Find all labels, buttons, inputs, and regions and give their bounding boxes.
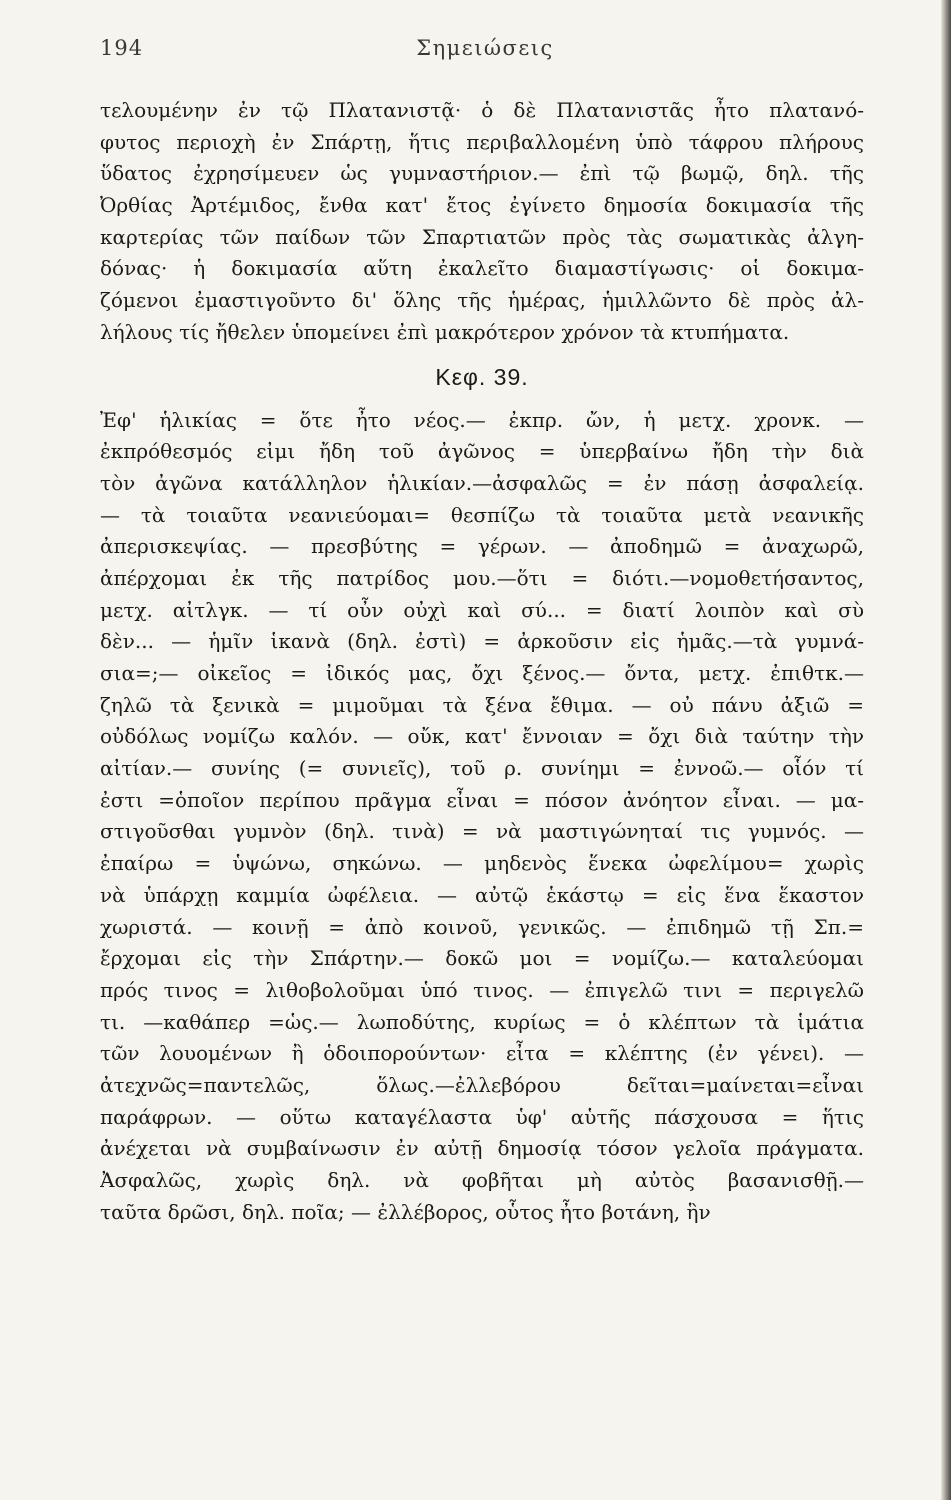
section-ch39-notes bbox=[100, 405, 864, 1229]
text-line: στιγοῦσθαι γυμνὸν (δηλ. τινὰ) = νὰ μαστιγώνηταί τις γυμνός. — bbox=[100, 819, 864, 844]
text-line: ὕδατος ἐχρησίμευεν ὡς γυμναστήριον.— ἐπὶ τῷ βωμῷ, δηλ. τῆς bbox=[100, 161, 864, 186]
text-line: αἰτίαν.— συνίης (= συνιεῖς), τοῦ ρ. συνίημι = ἐννοῶ.— οἷόν τί bbox=[100, 756, 864, 781]
chapter-heading: Κεφ. 39. bbox=[435, 363, 529, 390]
text-line: πρός τινος = λιθοβολοῦμαι ὑπό τινος. — ἐπιγελῶ τινι = περιγελῶ bbox=[100, 977, 864, 1002]
text-line: μετχ. αἰτλγκ. — τί οὖν οὐχὶ καὶ σύ... = διατί λοιπὸν καὶ σὺ bbox=[100, 597, 864, 622]
text-line: Ἐφ' ἡλικίας = ὅτε ἦτο νέος.— ἐκπρ. ὤν, ἡ μετχ. χρονκ. — bbox=[100, 407, 864, 432]
text-line: Ἀσφαλῶς, χωρὶς δηλ. νὰ φοβῆται μὴ αὐτὸς βασανισθῇ.— bbox=[100, 1168, 864, 1192]
text-line: παράφρων. — οὕτω καταγέλαστα ὑφ' αὑτῆς πάσχουσα = ἥτις bbox=[100, 1104, 864, 1129]
page-number: 194 bbox=[100, 36, 144, 60]
text-line: τῶν λουομένων ἢ ὁδοιπορούντων· εἶτα = κλέπτης (ἐν γένει). — bbox=[100, 1041, 864, 1066]
section-ch38-notes bbox=[100, 95, 864, 349]
text-line: — τὰ τοιαῦτα νεανιεύομαι= θεσπίζω τὰ τοιαῦτα μετὰ νεανικῆς bbox=[100, 502, 864, 527]
text-line: νὰ ὑπάρχῃ καμμία ὠφέλεια. — αὐτῷ ἑκάστῳ = εἰς ἕνα ἕκαστον bbox=[100, 882, 864, 907]
text-line: ἀτεχνῶς=παντελῶς, ὅλως.—ἐλλεβόρου δεῖται=μαίνεται=εἶναι bbox=[100, 1072, 864, 1097]
page-spine-shadow bbox=[941, 0, 951, 1500]
text-line: δὲν... — ἡμῖν ἱκανὰ (δηλ. ἐστὶ) = ἀρκοῦσιν εἰς ἡμᾶς.—τὰ γυμνά- bbox=[100, 629, 864, 654]
text-line: χωριστά. — κοινῇ = ἀπὸ κοινοῦ, γενικῶς. — ἐπιδημῶ τῇ Σπ.= bbox=[100, 914, 864, 939]
text-line: τὸν ἀγῶνα κατάλληλον ἡλικίαν.—ἀσφαλῶς = ἐν πάσῃ ἀσφαλείᾳ. bbox=[100, 470, 864, 495]
text-line: τελουμένην ἐν τῷ Πλατανιστᾷ· ὁ δὲ Πλατανιστᾶς ἦτο πλατανό- bbox=[100, 98, 864, 122]
page-header bbox=[100, 36, 870, 66]
text-line: ἐκπρόθεσμός εἰμι ἤδη τοῦ ἀγῶνος = ὑπερβαίνω ἤδη τὴν διὰ bbox=[100, 439, 864, 464]
text-line: ζόμενοι ἐμαστιγοῦντο δι' ὅλης τῆς ἡμέρας, ἡμιλλῶντο δὲ πρὸς ἀλ- bbox=[100, 288, 864, 313]
text-line: λήλους τίς ἤθελεν ὑπομείνει ἐπὶ μακρότερον χρόνον τὰ κτυπήματα. bbox=[100, 319, 790, 344]
text-line: ταῦτα δρῶσι, δηλ. ποῖα; — ἐλλέβορος, οὗτος ἦτο βοτάνη, ἣν bbox=[100, 1199, 711, 1224]
text-line: σια=;— οἰκεῖος = ἰδικός μας, ὄχι ξένος.— ὄντα, μετχ. ἐπιθτκ.— bbox=[100, 661, 864, 685]
text-line: ἐπαίρω = ὑψώνω, σηκώνω. — μηδενὸς ἕνεκα ὠφελίμου= χωρὶς bbox=[100, 851, 864, 876]
running-title: Σημειώσεις bbox=[416, 36, 554, 60]
text-line: τι. —καθάπερ =ὡς.— λωποδύτης, κυρίως = ὁ κλέπτων τὰ ἱμάτια bbox=[100, 1009, 864, 1034]
text-line: ἀπέρχομαι ἐκ τῆς πατρίδος μου.—ὅτι = διότι.—νομοθετήσαντος, bbox=[100, 565, 864, 590]
text-line: Ὀρθίας Ἀρτέμιδος, ἔνθα κατ' ἔτος ἐγίνετο δημοσία δοκιμασία τῆς bbox=[100, 193, 864, 218]
text-line: φυτος περιοχὴ ἐν Σπάρτῃ, ἥτις περιβαλλομένη ὑπὸ τάφρου πλήρους bbox=[100, 129, 864, 154]
notes-text bbox=[100, 95, 864, 1228]
text-line: ἀνέχεται νὰ συμβαίνωσιν ἐν αὐτῇ δημοσίᾳ τόσον γελοῖα πράγματα. bbox=[100, 1136, 864, 1161]
text-line: δόνας· ἡ δοκιμασία αὕτη ἐκαλεῖτο διαμαστίγωσις· οἱ δοκιμα- bbox=[100, 256, 864, 281]
text-line: οὐδόλως νομίζω καλόν. — οὔκ, κατ' ἔννοιαν = ὄχι διὰ ταύτην τὴν bbox=[100, 724, 864, 749]
text-line: ἔρχομαι εἰς τὴν Σπάρτην.— δοκῶ μοι = νομίζω.— καταλεύομαι bbox=[100, 946, 864, 971]
text-line: ζηλῶ τὰ ξενικὰ = μιμοῦμαι τὰ ξένα ἔθιμα. — οὐ πάνυ ἀξιῶ = bbox=[100, 692, 864, 717]
text-line: καρτερίας τῶν παίδων τῶν Σπαρτιατῶν πρὸς τὰς σωματικὰς ἀλγη- bbox=[100, 224, 864, 249]
text-line: ἀπερισκεψίας. — πρεσβύτης = γέρων. — ἀποδημῶ = ἀναχωρῶ, bbox=[100, 534, 864, 559]
text-line: ἐστι =ὁποῖον περίπου πρᾶγμα εἶναι = πόσον ἀνόητον εἶναι. — μα- bbox=[100, 787, 864, 812]
